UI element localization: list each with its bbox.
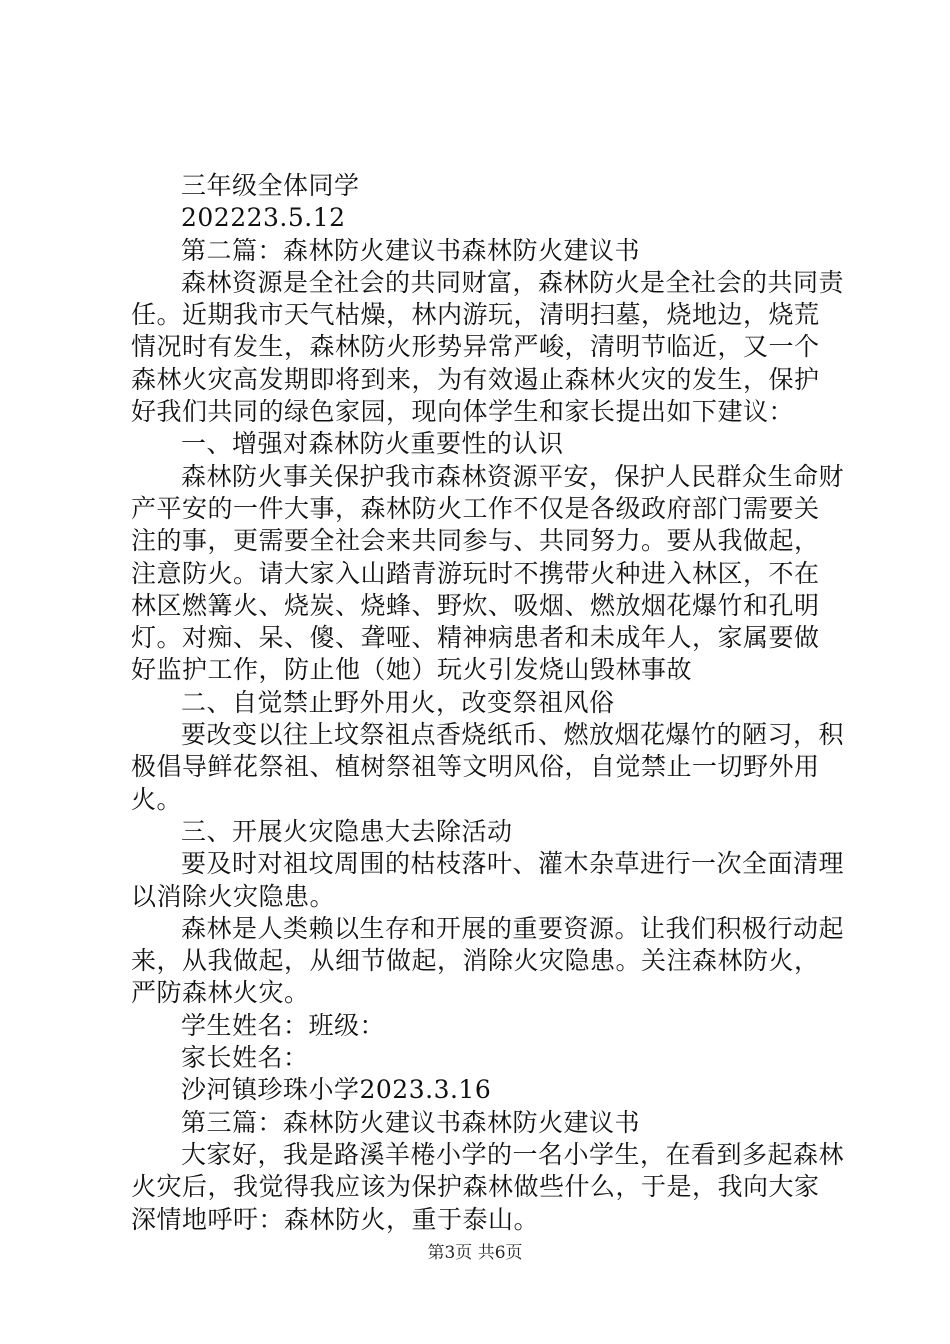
intro-paragraph [131, 267, 845, 428]
text-line: 火灾后，我觉得我应该为保护森林做些什么，于是，我向大家 [131, 1172, 820, 1202]
closing-paragraph [131, 913, 845, 1010]
part-three-paragraph [131, 1139, 845, 1236]
text-line: 要及时对祖坟周围的枯枝落叶、灌木杂草进行一次全面清理 [181, 849, 845, 879]
text-line: 产平安的一件大事，森林防火工作不仅是各级政府部门需要关 [131, 493, 820, 523]
text-line: 森林是人类赖以生存和开展的重要资源。让我们积极行动起 [181, 913, 845, 943]
parent-name-line: 家长姓名： [181, 1043, 309, 1073]
text-line: 森林防火事关保护我市森林资源平安，保护人民群众生命财 [181, 461, 845, 491]
text-line: 情况时有发生，森林防火形势异常严峻，清明节临近，又一个 [131, 332, 820, 362]
section-heading-2: 二、自觉禁止野外用火，改变祭祖风俗 [181, 687, 615, 717]
text-line: 极倡导鲜花祭祖、植树祭祖等文明风俗，自觉禁止一切野外用 [131, 752, 820, 782]
text-line: 灯。对痴、呆、傻、聋哑、精神病患者和未成年人，家属要做 [131, 623, 820, 653]
text-line: 注的事，更需要全社会来共同参与、共同努力。要从我做起， [131, 526, 820, 556]
text-line: 深情地呼吁：森林防火，重于泰山。 [131, 1204, 540, 1234]
text-line: 好我们共同的绿色家园，现向体学生和家长提出如下建议： [131, 397, 795, 427]
section-heading-1: 一、增强对森林防火重要性的认识 [181, 429, 564, 459]
text-line: 大家好，我是路溪羊棬小学的一名小学生，在看到多起森林 [181, 1139, 845, 1169]
text-line: 注意防火。请大家入山踏青游玩时不携带火种进入林区，不在 [131, 558, 820, 588]
section-2-paragraph [131, 719, 845, 816]
part-two-heading: 第二篇：森林防火建议书森林防火建议书 [181, 235, 641, 265]
section-heading-3: 三、开展火灾隐患大去除活动 [181, 816, 513, 846]
section-3-paragraph [131, 848, 845, 913]
text-line: 任。近期我市天气枯燥，林内游玩，清明扫墓，烧地边，烧荒 [131, 300, 820, 330]
text-line: 火。 [131, 784, 183, 814]
text-line: 来，从我做起，从细节做起，消除火灾隐患。关注森林防火， [131, 946, 820, 976]
recipient-line: 三年级全体同学 [181, 171, 360, 200]
text-line: 以消除火灾隐患。 [131, 881, 336, 911]
page-number-footer: 第3页 共6页 [427, 1243, 523, 1263]
text-line: 好监护工作，防止他（她）玩火引发烧山毁林事故 [131, 655, 693, 685]
text-line: 林区燃篝火、烧炭、烧蜂、野炊、吸烟、燃放烟花爆竹和孔明 [131, 590, 820, 620]
text-line: 要改变以往上坟祭祖点香烧纸币、燃放烟花爆竹的陋习，积 [181, 720, 845, 750]
date-line: 202223.5.12 [181, 203, 346, 233]
student-name-line: 学生姓名：班级： [181, 1010, 386, 1040]
school-signature-line: 沙河镇珍珠小学2023.3.16 [181, 1075, 492, 1105]
section-1-paragraph [131, 461, 845, 687]
text-line: 森林资源是全社会的共同财富，森林防火是全社会的共同责 [181, 267, 845, 297]
document-body [131, 170, 845, 1236]
text-line: 严防森林火灾。 [131, 978, 310, 1008]
part-three-heading: 第三篇：森林防火建议书森林防火建议书 [181, 1107, 641, 1137]
text-line: 森林火灾高发期即将到来，为有效遏止森林火灾的发生，保护 [131, 364, 820, 394]
